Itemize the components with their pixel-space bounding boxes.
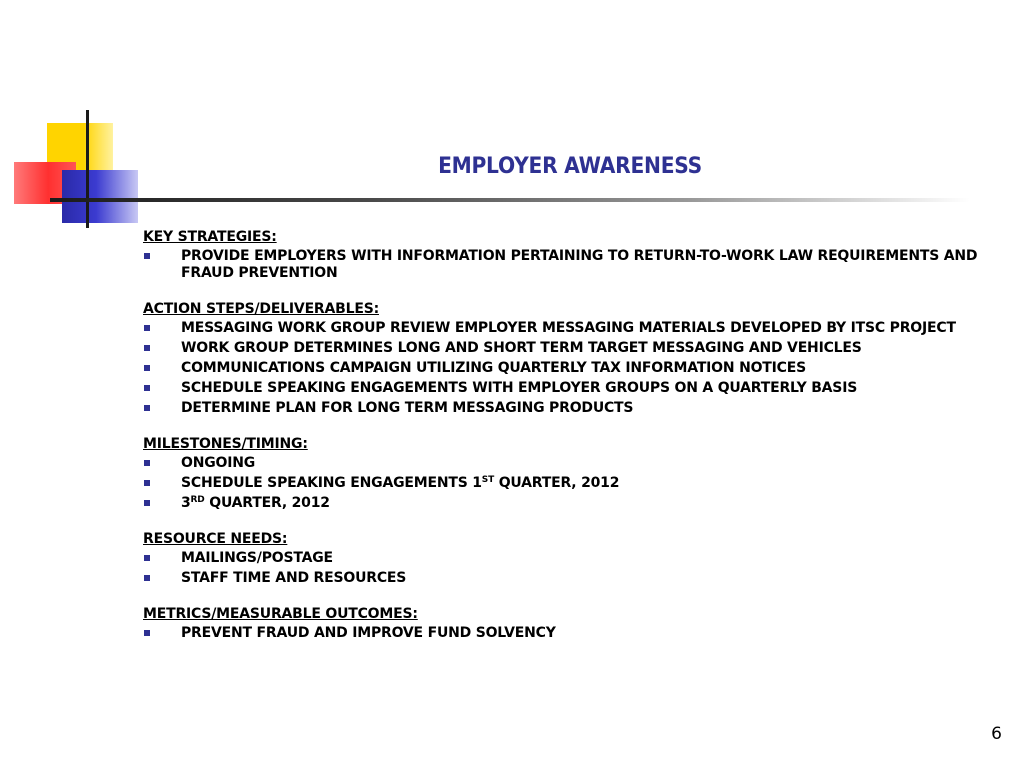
section (143, 229, 1013, 282)
list-item (143, 475, 1013, 492)
section-heading: ACTION STEPS/DELIVERABLES: (143, 301, 379, 317)
bullet-list (143, 248, 1013, 282)
list-item-text: SCHEDULE SPEAKING ENGAGEMENTS 1 (181, 475, 482, 491)
blue-square-shape (62, 170, 138, 223)
square-bullet-icon (144, 405, 150, 411)
square-bullet-icon (144, 345, 150, 351)
decorative-squares-logo (0, 0, 150, 240)
bullet-list (143, 320, 1013, 417)
list-item-text: MESSAGING WORK GROUP REVIEW EMPLOYER MESSAGING MATERIALS DEVELOPED BY ITSC PROJECT (181, 320, 956, 336)
square-bullet-icon (144, 555, 150, 561)
list-item-text: COMMUNICATIONS CAMPAIGN UTILIZING QUARTERLY TAX INFORMATION NOTICES (181, 360, 806, 376)
list-item (143, 360, 1013, 377)
list-item (143, 570, 1013, 587)
list-item-text: 3 (181, 495, 191, 511)
square-bullet-icon (144, 480, 150, 486)
section (143, 606, 1013, 642)
bullet-list (143, 625, 1013, 642)
square-bullet-icon (144, 460, 150, 466)
list-item-text: DETERMINE PLAN FOR LONG TERM MESSAGING PRODUCTS (181, 400, 634, 416)
vertical-rule (86, 110, 89, 228)
bullet-list (143, 455, 1013, 512)
square-bullet-icon (144, 500, 150, 506)
square-bullet-icon (144, 385, 150, 391)
list-item (143, 400, 1013, 417)
list-item (143, 320, 1013, 337)
list-item-text: QUARTER, 2012 (204, 495, 330, 511)
list-item (143, 625, 1013, 642)
slide-title: EMPLOYER AWARENESS (438, 154, 702, 179)
list-item-text: PREVENT FRAUD AND IMPROVE FUND SOLVENCY (181, 625, 556, 641)
title-underline-rule (50, 198, 970, 202)
list-item-text: STAFF TIME AND RESOURCES (181, 570, 407, 586)
list-item-text: QUARTER, 2012 (494, 475, 620, 491)
square-bullet-icon (144, 630, 150, 636)
page-number: 6 (991, 724, 1002, 744)
list-item-text: WORK GROUP DETERMINES LONG AND SHORT TERM TARGET MESSAGING AND VEHICLES (181, 340, 862, 356)
section-heading: RESOURCE NEEDS: (143, 531, 288, 547)
list-item (143, 340, 1013, 357)
list-item-text: PROVIDE EMPLOYERS WITH INFORMATION PERTAINING TO RETURN-TO-WORK LAW REQUIREMENTS AND FRAUD PREVENTION (181, 248, 978, 281)
list-item (143, 455, 1013, 472)
list-item (143, 248, 1013, 282)
ordinal-suffix: ST (481, 475, 495, 485)
list-item-text: ONGOING (181, 455, 256, 471)
bullet-list (143, 550, 1013, 587)
section-heading: MILESTONES/TIMING: (143, 436, 308, 452)
list-item-text: SCHEDULE SPEAKING ENGAGEMENTS WITH EMPLOYER GROUPS ON A QUARTERLY BASIS (181, 380, 858, 396)
ordinal-suffix: RD (190, 495, 205, 505)
section (143, 531, 1013, 587)
list-item (143, 550, 1013, 567)
list-item (143, 495, 1013, 512)
section (143, 301, 1013, 417)
slide-content (143, 229, 1013, 661)
section-heading: METRICS/MEASURABLE OUTCOMES: (143, 606, 418, 622)
section (143, 436, 1013, 512)
list-item (143, 380, 1013, 397)
section-heading: KEY STRATEGIES: (143, 229, 277, 245)
list-item-text: MAILINGS/POSTAGE (181, 550, 333, 566)
square-bullet-icon (144, 365, 150, 371)
square-bullet-icon (144, 253, 150, 259)
square-bullet-icon (144, 575, 150, 581)
square-bullet-icon (144, 325, 150, 331)
